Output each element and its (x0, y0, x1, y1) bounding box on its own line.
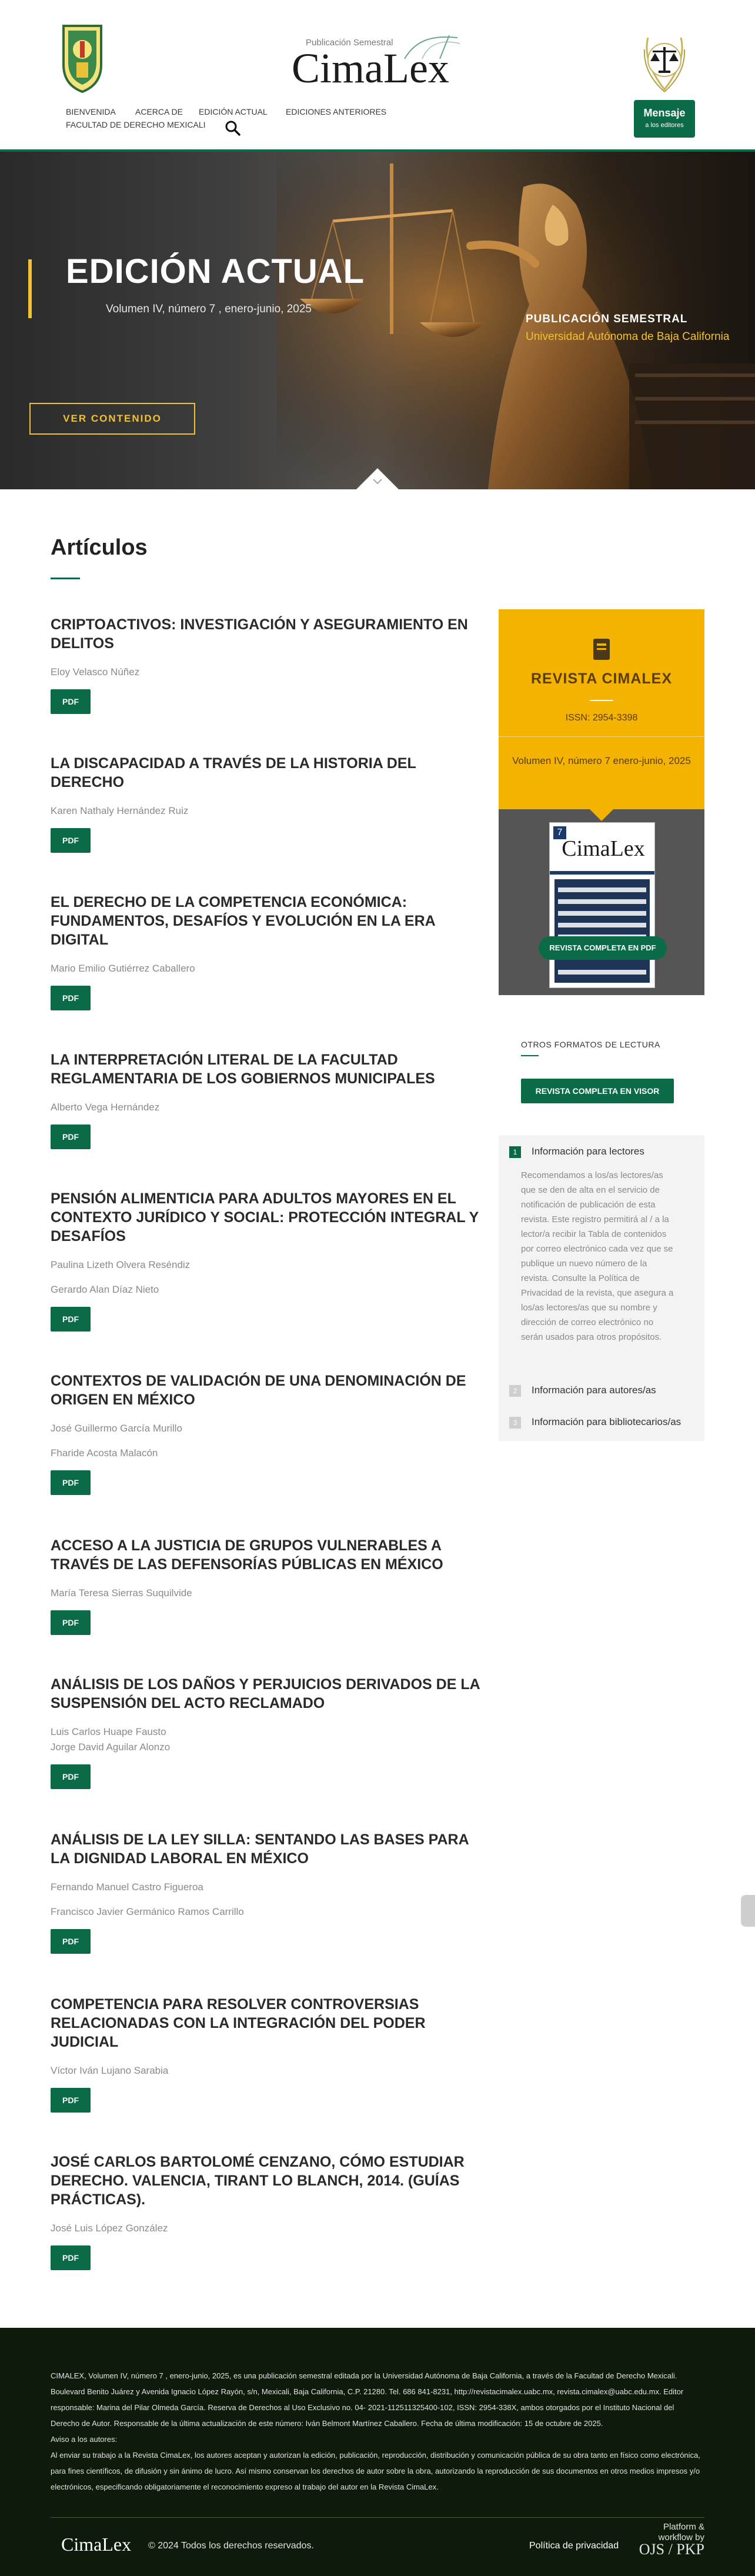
brand-name: CimaLex (292, 45, 449, 92)
cover-contents (554, 879, 650, 983)
cover-band (550, 871, 654, 875)
article-item (51, 1372, 480, 1487)
hero-banner (0, 152, 755, 489)
cover-row (558, 911, 646, 916)
uabc-logo[interactable] (59, 24, 106, 94)
brand-subtitle: Publicación Semestral (306, 38, 393, 48)
article-item (51, 754, 480, 845)
journal-volume: Volumen IV, número 7 enero-junio, 2025 (512, 755, 691, 766)
cover-row (558, 970, 646, 975)
journal-issn: ISSN: 2954-3398 (565, 713, 638, 723)
article-title[interactable]: COMPETENCIA PARA RESOLVER CONTROVERSIAS RELACIONADAS CON LA INTEGRACIÓN DEL PODER JUDICIAL (51, 1996, 426, 2050)
nav-bienvenida[interactable]: BIENVENIDA (66, 107, 116, 116)
accordion-number: 3 (509, 1417, 521, 1429)
book-icon (591, 638, 612, 661)
nav-facultad[interactable]: FACULTAD DE DERECHO MEXICALI (66, 120, 206, 129)
footer-copyright: © 2024 Todos los derechos reservados. (148, 2541, 314, 2551)
privacy-link[interactable]: Política de privacidad (529, 2541, 619, 2551)
nav-ediciones-anteriores[interactable]: EDICIONES ANTERIORES (286, 107, 387, 116)
pdf-button[interactable]: PDF (51, 1307, 91, 1332)
search-icon[interactable] (225, 120, 241, 136)
article-author: José Luis López González (51, 2223, 168, 2234)
full-viewer-button[interactable]: REVISTA COMPLETA EN VISOR (521, 1079, 674, 1103)
article-title[interactable]: LA INTERPRETACIÓN LITERAL DE LA FACULTAD REGLAMENTARIA DE LOS GOBIERNOS MUNICIPALES (51, 1052, 435, 1087)
pdf-button[interactable]: PDF (51, 986, 91, 1010)
article-item (51, 1189, 480, 1324)
footer-legal-paragraph: CIMALEX, Volumen IV, número 7 , enero-junio, 2025, es una publicación semestral editada por la Universidad Autónoma de Baja California, a través de la Facultad de Derecho Mexicali. Boulevard Benito Juárez y Avenida Ignacio López Rayón, s/n, Mexicali, Baja California, C.P. 21280. Tel. 686 841-8231, http://revistacimalex.uabc.mx, revista.cimalex@uabc.edu.mx. Editor responsable: Marina del Pilar Olmeda García. Reserva de Derechos al Uso Exclusivo no. 04- 2021-112511325400-102, ISSN: 2954-338X, ambos otorgados por el Instituto Nacional del Derecho de Autor. Responsable de la última actualización de este número: Iván Belmont Martínez Caballero. Fecha de última modificación: 15 de octubre de 2025. (51, 2371, 684, 2428)
article-title[interactable]: ANÁLISIS DE LOS DAÑOS Y PERJUICIOS DERIVADOS DE LA SUSPENSIÓN DEL ACTO RECLAMADO (51, 1676, 480, 1711)
journal-card-divider (590, 700, 613, 701)
pkp-logo: OJS / PKP (639, 2541, 704, 2558)
accordion-number: 2 (509, 1385, 521, 1397)
other-formats-title: OTROS FORMATOS DE LECTURA (521, 1040, 660, 1049)
article-item (51, 1675, 480, 1781)
other-formats-underline (521, 1055, 539, 1056)
articles-heading: Artículos (51, 535, 148, 560)
card-notch (590, 809, 613, 821)
site-footer (0, 2328, 755, 2576)
pdf-button[interactable]: PDF (51, 1125, 91, 1149)
article-item (51, 1830, 480, 1946)
article-item (51, 1050, 480, 1142)
scroll-side-tab[interactable] (741, 1895, 755, 1927)
article-author: Mario Emilio Gutiérrez Caballero (51, 963, 195, 974)
footer-text (51, 2368, 704, 2495)
message-button-label: Mensaje (643, 107, 686, 119)
pdf-button[interactable]: PDF (51, 1764, 91, 1789)
article-author: Karen Nathaly Hernández Ruiz (51, 805, 189, 816)
footer-divider (51, 2517, 704, 2518)
hero-accent-bar (28, 259, 32, 318)
article-author: Fharide Acosta Malacón (51, 1447, 158, 1459)
article-author: María Teresa Sierras Suquilvide (51, 1587, 192, 1599)
articles-heading-underline (51, 578, 80, 579)
cover-title: CimaLex (562, 836, 645, 861)
chevron-down-icon[interactable] (373, 479, 382, 485)
article-item (51, 1995, 480, 2105)
hero-title: EDICIÓN ACTUAL (66, 252, 365, 291)
pdf-button[interactable]: PDF (51, 828, 91, 853)
journal-cover-area (499, 809, 704, 995)
article-title[interactable]: EL DERECHO DE LA COMPETENCIA ECONÓMICA: FUNDAMENTOS, DESAFÍOS Y EVOLUCIÓN EN LA ERA DIGITAL (51, 894, 435, 948)
faculty-logo[interactable] (636, 26, 693, 96)
accordion-label[interactable]: Información para bibliotecarios/as (532, 1416, 681, 1427)
nav-acerca-de[interactable]: ACERCA DE (135, 107, 183, 116)
journal-card-header (499, 609, 704, 809)
cover-row (558, 899, 646, 904)
nav-edicion-actual[interactable]: EDICIÓN ACTUAL (199, 107, 268, 116)
article-author: Paulina Lizeth Olvera Reséndiz (51, 1259, 191, 1270)
info-accordion (499, 1135, 704, 1441)
hero-volume: Volumen IV, número 7 , enero-junio, 2025 (106, 303, 312, 315)
article-item (51, 615, 480, 706)
article-title[interactable]: ANÁLISIS DE LA LEY SILLA: SENTANDO LAS BASES PARA LA DIGNIDAD LABORAL EN MÉXICO (51, 1831, 469, 1867)
accordion-number: 1 (509, 1146, 521, 1158)
journal-card-separator (499, 736, 704, 737)
article-author: Luis Carlos Huape Fausto (51, 1726, 166, 1737)
cover-row (558, 887, 646, 892)
article-author: Eloy Velasco Núñez (51, 666, 140, 678)
article-item (51, 893, 480, 1003)
pdf-button[interactable]: PDF (51, 1610, 91, 1635)
article-title[interactable]: LA DISCAPACIDAD A TRAVÉS DE LA HISTORIA DEL DERECHO (51, 755, 416, 790)
article-item (51, 2153, 480, 2263)
cover-issue-number: 7 (553, 826, 566, 839)
article-title[interactable]: PENSIÓN ALIMENTICIA PARA ADULTOS MAYORES EN EL CONTEXTO JURÍDICO Y SOCIAL: PROTECCIÓN INTEGRAL Y DESAFÍOS (51, 1190, 479, 1244)
article-title[interactable]: ACCESO A LA JUSTICIA DE GRUPOS VULNERABLES A TRAVÉS DE LAS DEFENSORÍAS PÚBLICAS EN MÉXICO (51, 1537, 443, 1573)
article-author: Gerardo Alan Díaz Nieto (51, 1284, 159, 1295)
pdf-button[interactable]: PDF (51, 1470, 91, 1495)
footer-notice-title: Aviso a los autores: (51, 2435, 118, 2444)
full-pdf-button[interactable]: REVISTA COMPLETA EN PDF (539, 936, 667, 960)
hero-publication-type: PUBLICACIÓN SEMESTRAL (526, 313, 688, 325)
journal-cover-image[interactable] (549, 822, 655, 988)
journal-card (499, 609, 704, 995)
message-button-sublabel: a los editores (645, 122, 684, 129)
article-item (51, 1536, 480, 1627)
pdf-button[interactable]: PDF (51, 1929, 91, 1954)
pdf-button[interactable]: PDF (51, 2245, 91, 2270)
pkp-badge[interactable] (639, 2522, 704, 2558)
article-author: Alberto Vega Hernández (51, 1102, 160, 1113)
view-content-button[interactable]: VER CONTENIDO (29, 403, 195, 435)
pkp-line2: workflow by (658, 2532, 704, 2542)
pdf-button[interactable]: PDF (51, 2088, 91, 2113)
article-author: Víctor Iván Lujano Sarabia (51, 2065, 169, 2076)
accordion-body: Recomendamos a los/as lectores/as que se den de alta en el servicio de notificación de publicación de esta revista. Este registro permitirá al / a la lector/a recibir la Tabla de contenidos por correo electrónico cada vez que se publique un nuevo número de la revista. Consulte la Política de Privacidad de la revista, que asegura a los/as lectores/as que su nombre y dirección de correo electrónico no serán usados para otros propósitos. (521, 1170, 674, 1342)
site-header (0, 0, 755, 151)
pkp-line1: Platform & (663, 2522, 704, 2532)
article-author: Jorge David Aguilar Alonzo (51, 1741, 171, 1753)
accordion-label[interactable]: Información para lectores (532, 1146, 644, 1157)
article-title[interactable]: CONTEXTOS DE VALIDACIÓN DE UNA DENOMINACIÓN DE ORIGEN EN MÉXICO (51, 1373, 466, 1408)
message-editors-button[interactable] (634, 100, 695, 138)
brand[interactable] (288, 33, 470, 92)
article-title[interactable]: JOSÉ CARLOS BARTOLOMÉ CENZANO, CÓMO ESTUDIAR DERECHO. VALENCIA, TIRANT LO BLANCH, 2014. (GUÍAS PRÁCTICAS). (51, 2154, 465, 2208)
article-title[interactable]: CRIPTOACTIVOS: INVESTIGACIÓN Y ASEGURAMIENTO EN DELITOS (51, 616, 468, 652)
main-nav (66, 105, 477, 134)
accordion-label[interactable]: Información para autores/as (532, 1384, 656, 1396)
hero-university: Universidad Autónoma de Baja California (526, 331, 730, 343)
cover-row (558, 923, 646, 927)
journal-card-title: REVISTA CIMALEX (530, 670, 672, 687)
footer-logo[interactable]: CimaLex (61, 2534, 132, 2555)
article-author: Fernando Manuel Castro Figueroa (51, 1881, 203, 1893)
article-author: José Guillermo García Murillo (51, 1423, 182, 1434)
footer-notice-body: Al enviar su trabajo a la Revista CimaLex, los autores aceptan y autorizan la edición, publicación, reproducción, distribución y comunicación pública de su obra tanto en físico como electrónica, para fines científicos, de difusión y sin ánimo de lucro. Así mismo conservan los derechos de autor sobre la obra, autorizando la reproducción de sus documentos en otros medios impresos y/o electrónicos, especificando obligatoriamente el reconocimiento expreso al trabajo del autor en la Revista CimaLex. (51, 2451, 700, 2491)
pdf-button[interactable]: PDF (51, 689, 91, 714)
article-author: Francisco Javier Germánico Ramos Carrillo (51, 1906, 244, 1917)
